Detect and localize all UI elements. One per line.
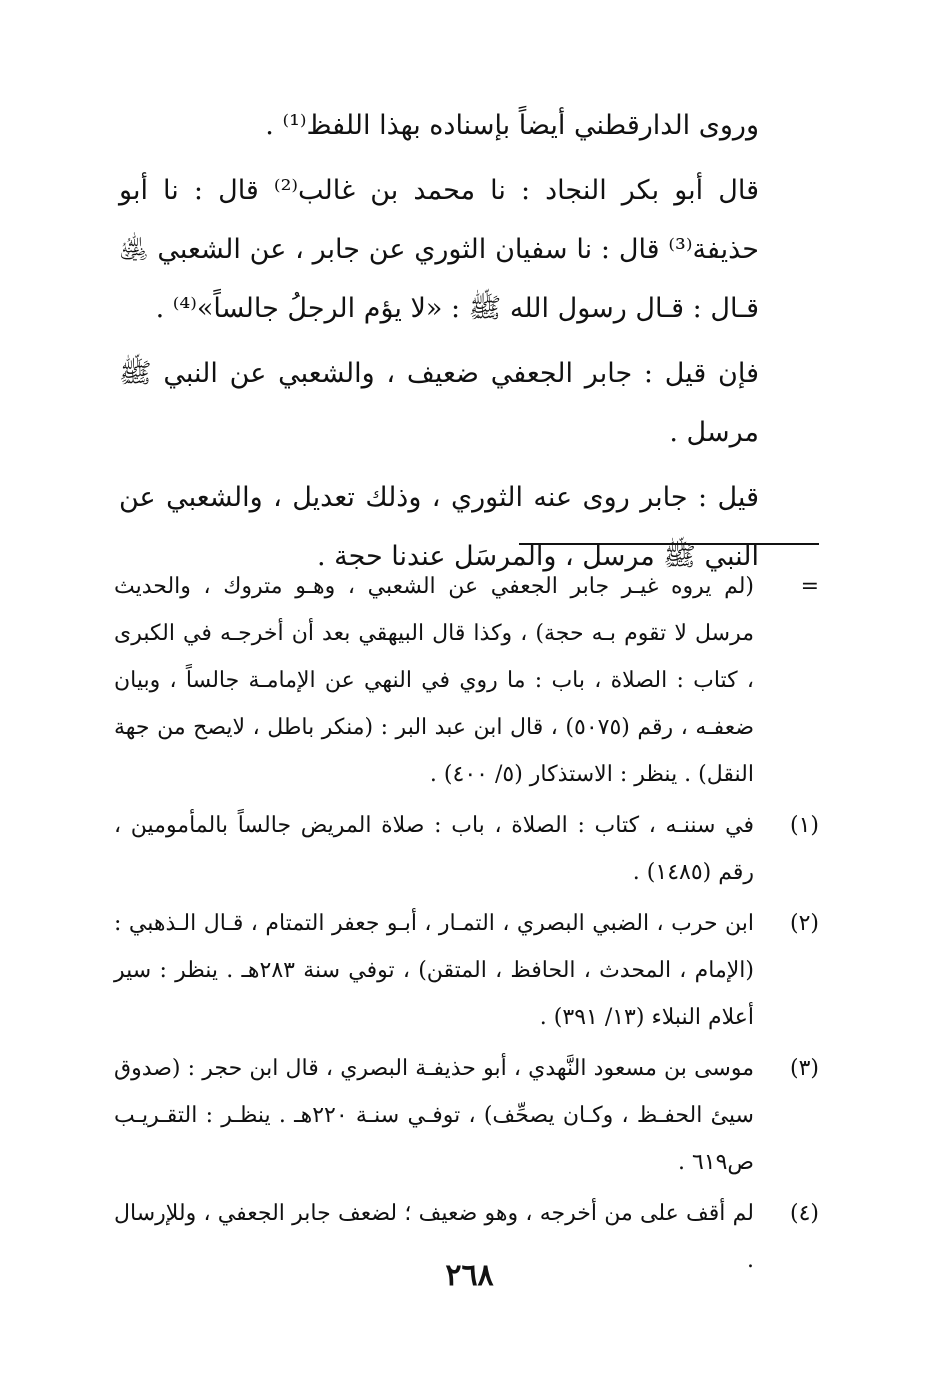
footnote-mark: (٣) (789, 1056, 819, 1081)
footnotes (114, 563, 819, 1288)
main-text-body (119, 96, 819, 592)
paragraph-objection: فإن قيل : جابر الجعفي ضعيف ، والشعبي عن النبي ﷺ مرسل . (119, 358, 759, 448)
footnote-separator (519, 543, 819, 545)
footnote-mark: (١) (789, 813, 819, 838)
paragraph-isnad: قال أبو بكر النجاد : نا محمد بن غالب⁽²⁾ قال : نا أبو حذيفة⁽³⁾ قال : نا سفيان الثوري عن جابر ، عن الشعبي ﵁ قـال : قـال رسول الله ﷺ : «لا يؤم الرجلُ جالساً»⁽⁴⁾ . (119, 175, 760, 324)
footnote-continuation (114, 563, 819, 798)
footnote-text: في سننـه ، كتاب : الصلاة ، باب : صلاة المريض جالساً بالمأمومين ، رقم (١٤٨٥) . (114, 813, 754, 885)
footnote-mark: = (800, 574, 819, 599)
footnote-text: لم أقف على من أخرجه ، وهو ضعيف ؛ لضعف جابر الجعفي ، وللإرسال . (114, 1201, 754, 1273)
footnote-1 (114, 802, 819, 896)
footnote-text: ابن حرب ، الضبي البصري ، التمـار ، أبـو جعفر التمتام ، قـال الـذهبي : (الإمام ، المحدث ، الحافظ ، المتقن) ، توفي سنة ٢٨٣هـ . ينظر : سير أعلام النبلاء (١٣/ ٣٩١) . (114, 911, 754, 1030)
footnote-mark: (٤) (789, 1201, 819, 1226)
paragraph-daraqutni: وروى الدارقطني أيضاً بإسناده بهذا اللفظ⁽¹⁾ . (265, 110, 759, 141)
footnote-text: (لم يروه غيـر جابر الجعفي عن الشعبي ، وهـو متروك ، والحديث مرسل لا تقوم بـه حجة) ، وكذا قال البيهقي بعد أن أخرجـه في الكبرى ، كتاب : الصلاة ، باب : ما روي في النهي عن الإمامـة جالساً ، وبيان ضعفـه ، رقم (٥٠٧٥) ، قال ابن عبد البر : (منكر باطل ، لايصح من جهة النقل) . ينظر : الاستذكار (٥/ ٤٠٠) . (114, 574, 755, 787)
footnote-text: موسى بن مسعود النَّهدي ، أبو حذيفـة البصري ، قال ابن حجر : (صدوق سيئ الحفـظ ، وكـان يصحِّف) ، توفـي سنـة ٢٢٠هـ . ينظـر : التقـريـب ص٦١٩ . (114, 1056, 754, 1175)
page-number: ٢٦٨ (445, 1258, 494, 1293)
footnote-2 (114, 900, 819, 1041)
paragraph-response: قيل : جابر روى عنه الثوري ، وذلك تعديل ، والشعبي عن النبي ﷺ مرسل ، والمرسَل عندنا حجة . (119, 482, 759, 572)
footnote-3 (114, 1045, 819, 1186)
footnote-mark: (٢) (789, 911, 819, 936)
